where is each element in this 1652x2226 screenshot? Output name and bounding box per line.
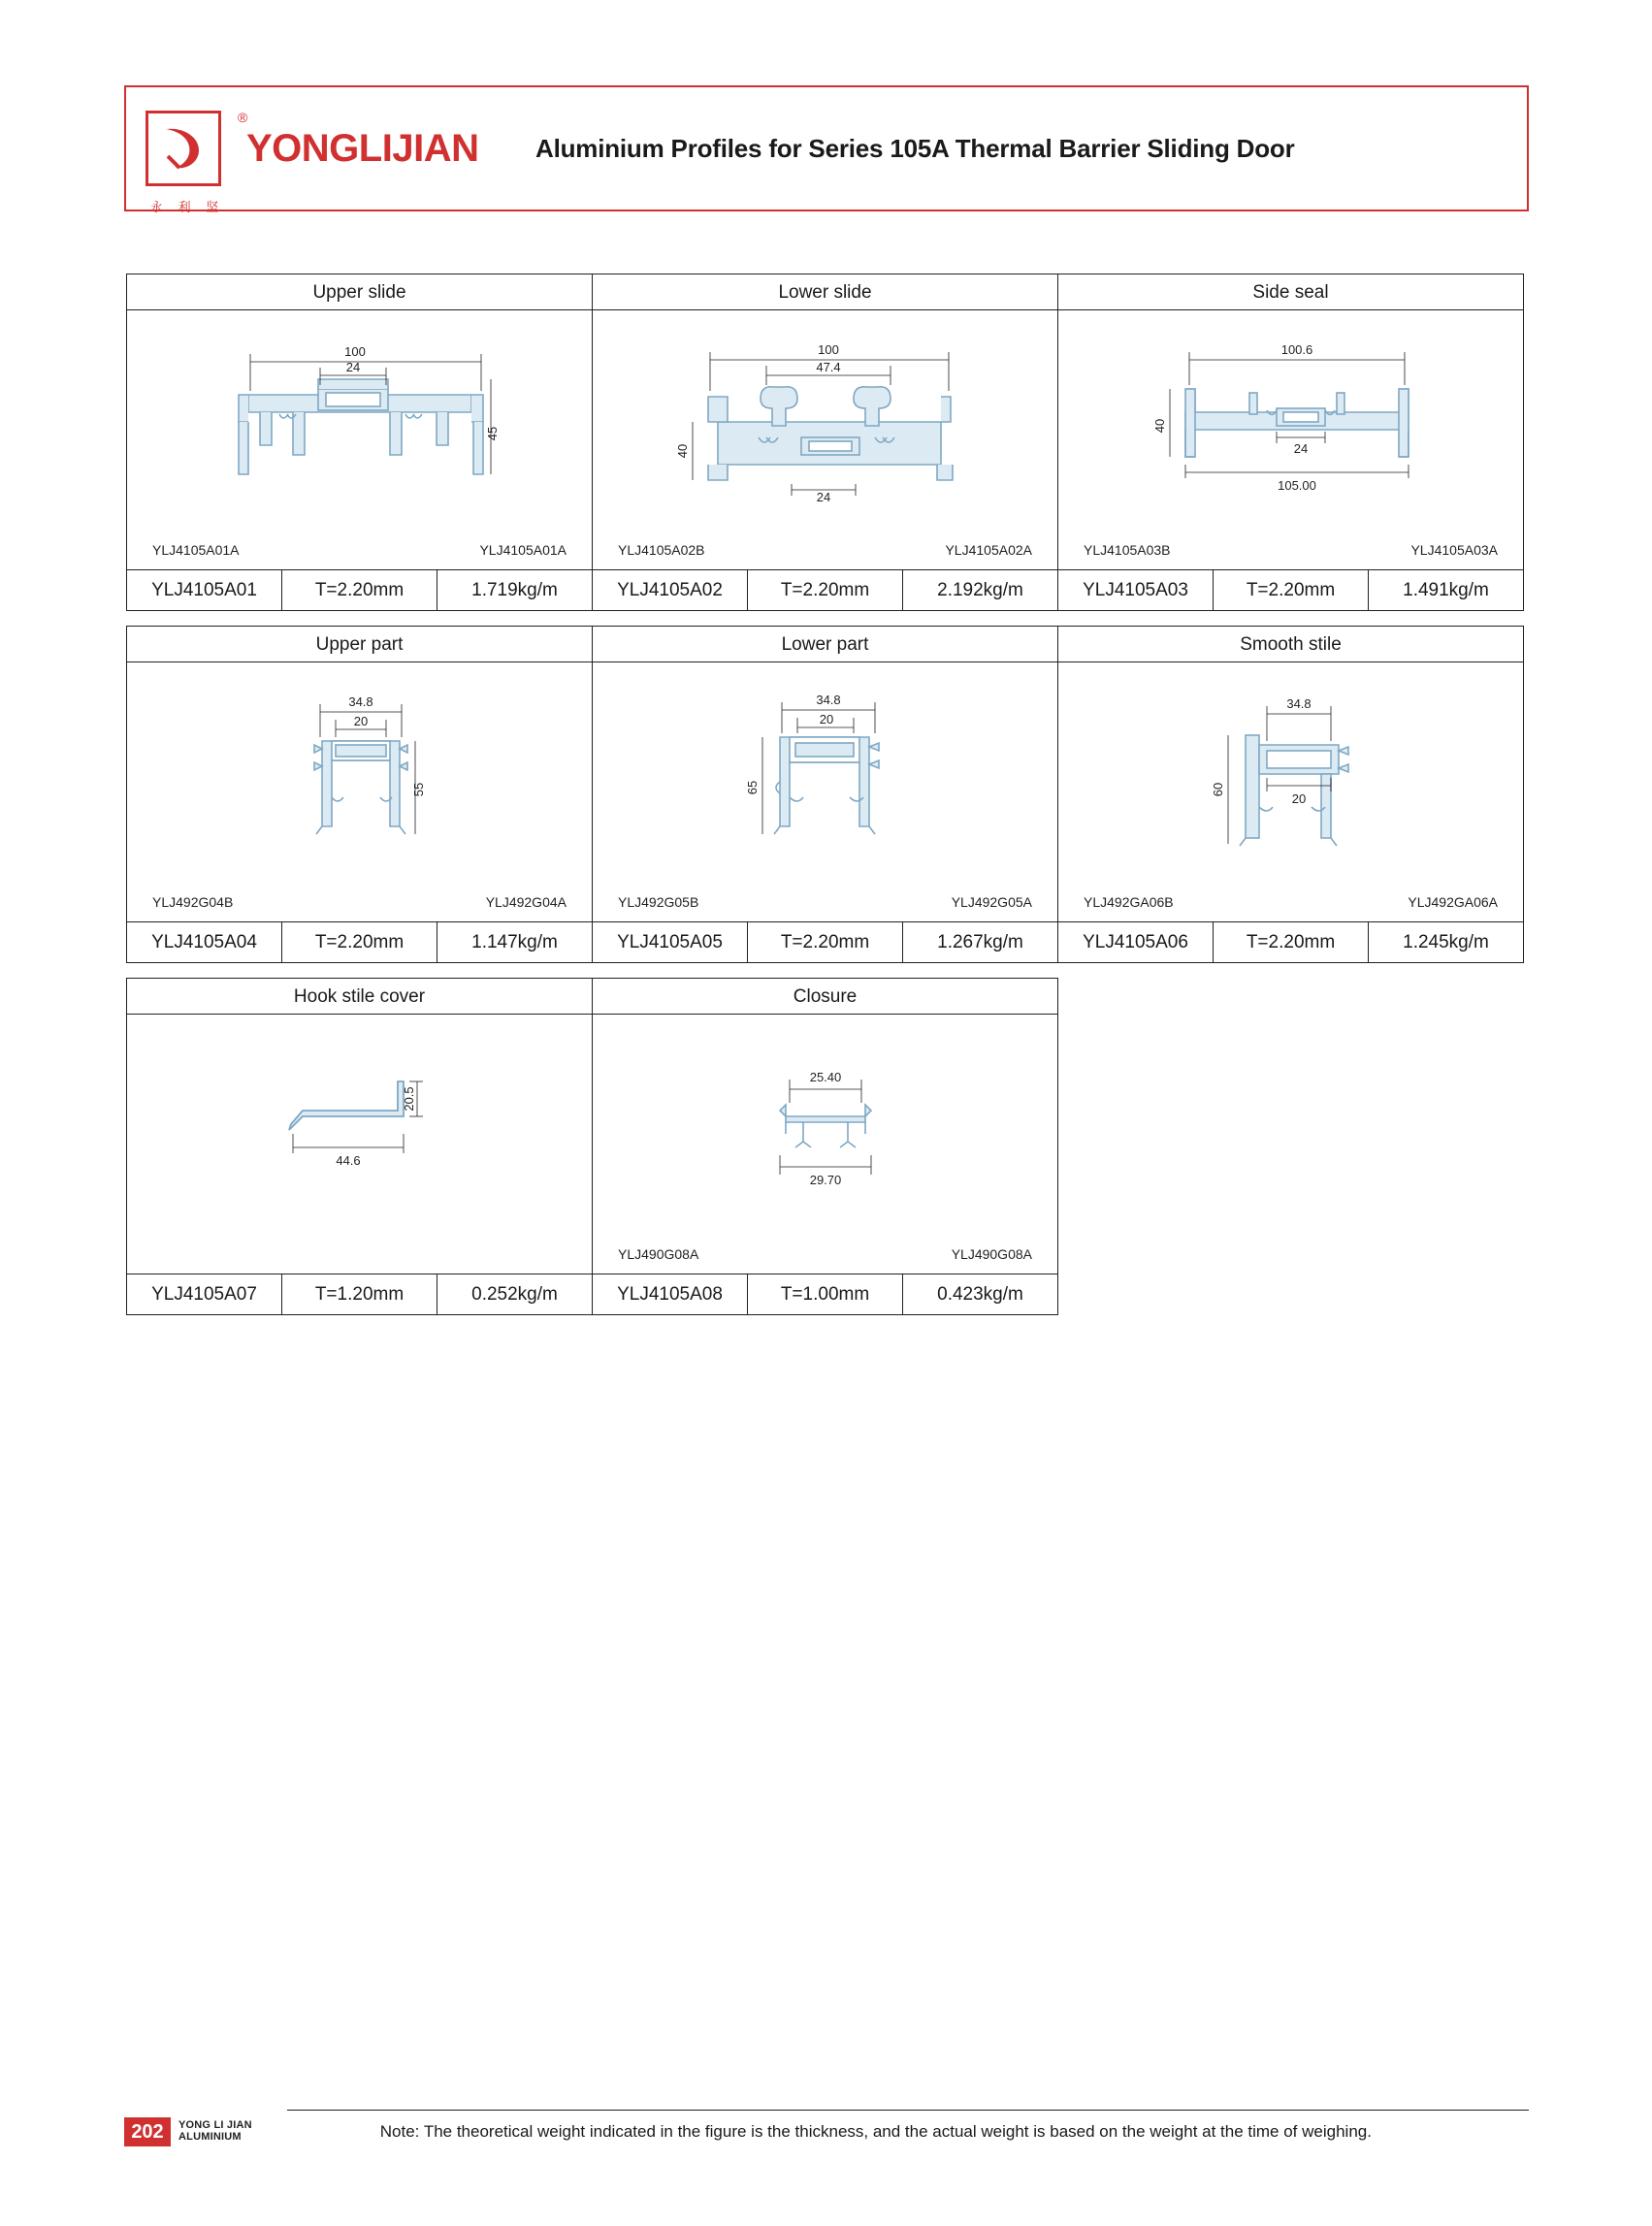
card-body	[592, 1015, 1058, 1274]
profile-drawing-side-seal	[1058, 310, 1523, 527]
spec-weight: 0.252kg/m	[471, 1283, 558, 1305]
card-codes	[1058, 542, 1523, 558]
profile-card-lower-slide	[592, 274, 1058, 611]
profile-card-upper-part	[126, 626, 593, 963]
dim-right: 45	[484, 426, 500, 441]
footer-brand	[178, 2120, 252, 2143]
profile-code-left: YLJ492G04B	[152, 894, 234, 910]
profile-code-left: YLJ4105A01A	[152, 542, 240, 558]
spec-code: YLJ4105A08	[593, 1274, 748, 1314]
card-codes	[593, 894, 1057, 910]
card-body	[126, 1015, 593, 1274]
spec-thickness: T=2.20mm	[1214, 570, 1369, 610]
footer-brand-line1: YONG LI JIAN	[178, 2119, 252, 2132]
dim-inner: 20	[819, 712, 833, 726]
dim-bottom: 105.00	[1277, 478, 1316, 493]
profile-grid	[126, 274, 1527, 1330]
registered-mark-icon: ®	[238, 110, 248, 125]
card-title: Upper part	[126, 626, 593, 662]
profile-code-right: YLJ492GA06A	[1408, 894, 1498, 910]
profile-code-right: YLJ492G04A	[485, 894, 567, 910]
spec-thickness: T=2.20mm	[282, 570, 437, 610]
card-title: Lower slide	[592, 274, 1058, 310]
profile-drawing-upper-slide	[127, 310, 592, 527]
card-title: Smooth stile	[1057, 626, 1524, 662]
card-spec	[592, 1274, 1058, 1315]
profile-row	[126, 626, 1527, 963]
dim-top: 25.40	[809, 1070, 841, 1084]
card-spec	[592, 922, 1058, 963]
dim-inner: 24	[1293, 441, 1308, 456]
card-codes	[593, 542, 1057, 558]
profile-card-hook-stile-cover	[126, 978, 593, 1315]
dim-top: 34.8	[815, 693, 841, 707]
footer-brand-line2: ALUMINIUM	[178, 2131, 242, 2143]
dim-left: 40	[674, 443, 690, 459]
profile-card-lower-part	[592, 626, 1058, 963]
spec-weight: 1.491kg/m	[1403, 579, 1489, 600]
dim-top: 100.6	[1280, 342, 1312, 357]
spec-code: YLJ4105A05	[593, 922, 748, 962]
card-title: Lower part	[592, 626, 1058, 662]
spec-thickness: T=2.20mm	[1214, 922, 1369, 962]
footer-note: Note: The theoretical weight indicated in the figure is the thickness, and the actual weight is based on the weight at the time of weighing.	[379, 2122, 1372, 2141]
card-codes	[1058, 894, 1523, 910]
logo-icon	[146, 110, 248, 214]
profile-drawing-upper-part	[127, 662, 592, 879]
card-body	[126, 662, 593, 922]
profile-code-right: YLJ492G05A	[951, 894, 1032, 910]
dim-top: 100	[817, 342, 839, 357]
card-spec	[592, 570, 1058, 611]
spec-code: YLJ4105A06	[1058, 922, 1214, 962]
spec-thickness: T=1.20mm	[282, 1274, 437, 1314]
brand-logo	[126, 110, 514, 214]
spec-weight: 1.267kg/m	[937, 931, 1023, 952]
card-spec	[126, 1274, 593, 1315]
spec-code: YLJ4105A04	[127, 922, 282, 962]
spec-thickness: T=2.20mm	[748, 922, 903, 962]
card-body	[1057, 310, 1524, 570]
spec-weight: 1.719kg/m	[471, 579, 558, 600]
profile-card-side-seal	[1057, 274, 1524, 611]
profile-row	[126, 274, 1527, 611]
card-codes	[593, 1246, 1057, 1262]
profile-card-closure	[592, 978, 1058, 1315]
profile-code-right: YLJ4105A01A	[479, 542, 567, 558]
profile-code-left: YLJ4105A03B	[1084, 542, 1171, 558]
card-title: Upper slide	[126, 274, 593, 310]
spec-thickness: T=2.20mm	[282, 922, 437, 962]
dim-left: 40	[1151, 418, 1167, 434]
card-title: Hook stile cover	[126, 978, 593, 1015]
dim-bottom: 44.6	[335, 1153, 361, 1168]
spec-code: YLJ4105A03	[1058, 570, 1214, 610]
profile-drawing-closure	[593, 1015, 1057, 1231]
spec-thickness: T=1.00mm	[748, 1274, 903, 1314]
dim-top: 100	[343, 344, 366, 359]
profile-drawing-lower-slide	[593, 310, 1057, 527]
dim-bottom: 24	[816, 490, 830, 504]
brand-chinese-text: 永 利 坚	[150, 200, 225, 214]
profile-code-right: YLJ490G08A	[951, 1246, 1032, 1262]
dim-left: 60	[1210, 782, 1225, 797]
page-title: Aluminium Profiles for Series 105A Thermal Barrier Sliding Door	[535, 133, 1295, 163]
card-title: Closure	[592, 978, 1058, 1015]
spec-weight: 2.192kg/m	[937, 579, 1023, 600]
brand-wordmark: YONGLIJIAN	[246, 126, 479, 170]
dim-right: 55	[410, 782, 426, 797]
spec-weight: 1.245kg/m	[1403, 931, 1489, 952]
card-spec	[1057, 922, 1524, 963]
profile-code-right: YLJ4105A03A	[1410, 542, 1498, 558]
spec-code: YLJ4105A01	[127, 570, 282, 610]
profile-drawing-smooth-stile	[1058, 662, 1523, 879]
page-footer	[124, 2110, 1529, 2154]
profile-drawing-hook-stile-cover	[127, 1015, 592, 1231]
spec-weight: 0.423kg/m	[937, 1283, 1023, 1305]
dim-second: 47.4	[815, 360, 841, 374]
dim-inner: 24	[345, 360, 360, 374]
card-body	[592, 310, 1058, 570]
dim-inner: 20	[353, 714, 368, 728]
dim-inner: 20	[1291, 791, 1306, 806]
card-codes	[127, 542, 592, 558]
card-body	[1057, 662, 1524, 922]
profile-code-right: YLJ4105A02A	[945, 542, 1032, 558]
dim-top: 34.8	[347, 694, 373, 709]
card-spec	[1057, 570, 1524, 611]
spec-weight: 1.147kg/m	[471, 931, 558, 952]
profile-drawing-lower-part	[593, 662, 1057, 879]
dim-top: 34.8	[1285, 696, 1312, 711]
footer-divider	[287, 2110, 1529, 2111]
profile-code-left: YLJ492G05B	[618, 894, 699, 910]
profile-row	[126, 978, 1527, 1315]
profile-card-smooth-stile	[1057, 626, 1524, 963]
page-number-badge: 202	[124, 2117, 171, 2146]
page-header	[124, 85, 1529, 214]
dim-right: 20.5	[401, 1086, 416, 1112]
spec-code: YLJ4105A02	[593, 570, 748, 610]
card-codes	[127, 894, 592, 910]
card-title: Side seal	[1057, 274, 1524, 310]
card-body	[592, 662, 1058, 922]
spec-thickness: T=2.20mm	[748, 570, 903, 610]
profile-code-left: YLJ4105A02B	[618, 542, 705, 558]
profile-code-left: YLJ490G08A	[618, 1246, 699, 1262]
dim-bottom: 29.70	[809, 1173, 841, 1187]
spec-code: YLJ4105A07	[127, 1274, 282, 1314]
card-spec	[126, 922, 593, 963]
profile-code-left: YLJ492GA06B	[1084, 894, 1174, 910]
card-body	[126, 310, 593, 570]
dim-left: 65	[744, 780, 760, 795]
profile-card-upper-slide	[126, 274, 593, 611]
card-spec	[126, 570, 593, 611]
